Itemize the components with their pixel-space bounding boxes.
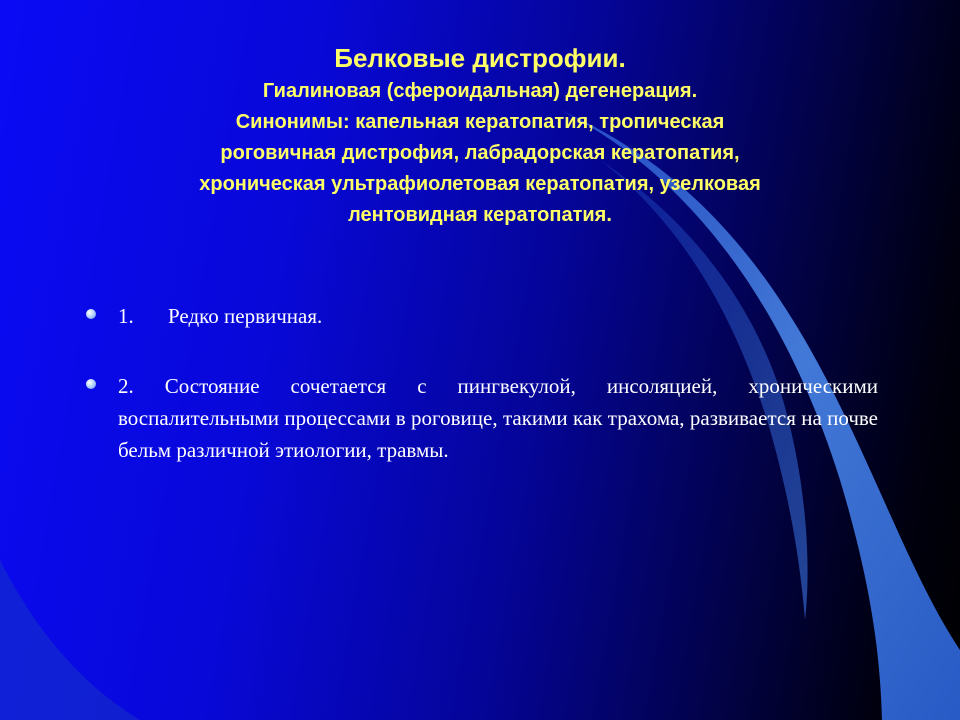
item-number: 2. [118,374,134,398]
title-block [60,40,900,231]
subtitle-line: хроническая ультрафиолетовая кератопатия, узелковая [199,173,761,195]
bullet-list [86,290,878,466]
subtitle-line: лентовидная кератопатия. [348,204,612,226]
subtitle-line: роговичная дистрофия, лабрадорская кератопатия, [220,142,740,164]
subtitle-line: Синонимы: капельная кератопатия, тропическая [235,111,725,133]
item-text: Состояние сочетается с пингвекулой, инсоляцией, хроническими воспалительными процессами в роговице, такими как трахома, развивается на почве бельм различной этиологии, травмы. [118,374,878,462]
item-text: Редко первичная. [168,304,323,328]
slide-title: Белковые дистрофии. [334,43,626,73]
bullet-icon [86,379,96,389]
subtitle-line: Гиалиновая (сфероидальная) дегенерация. [262,80,698,102]
bullet-icon [86,309,96,319]
list-item [86,300,878,332]
list-item [86,370,878,466]
item-number: 1. [118,304,134,328]
item-paragraph [118,370,878,466]
